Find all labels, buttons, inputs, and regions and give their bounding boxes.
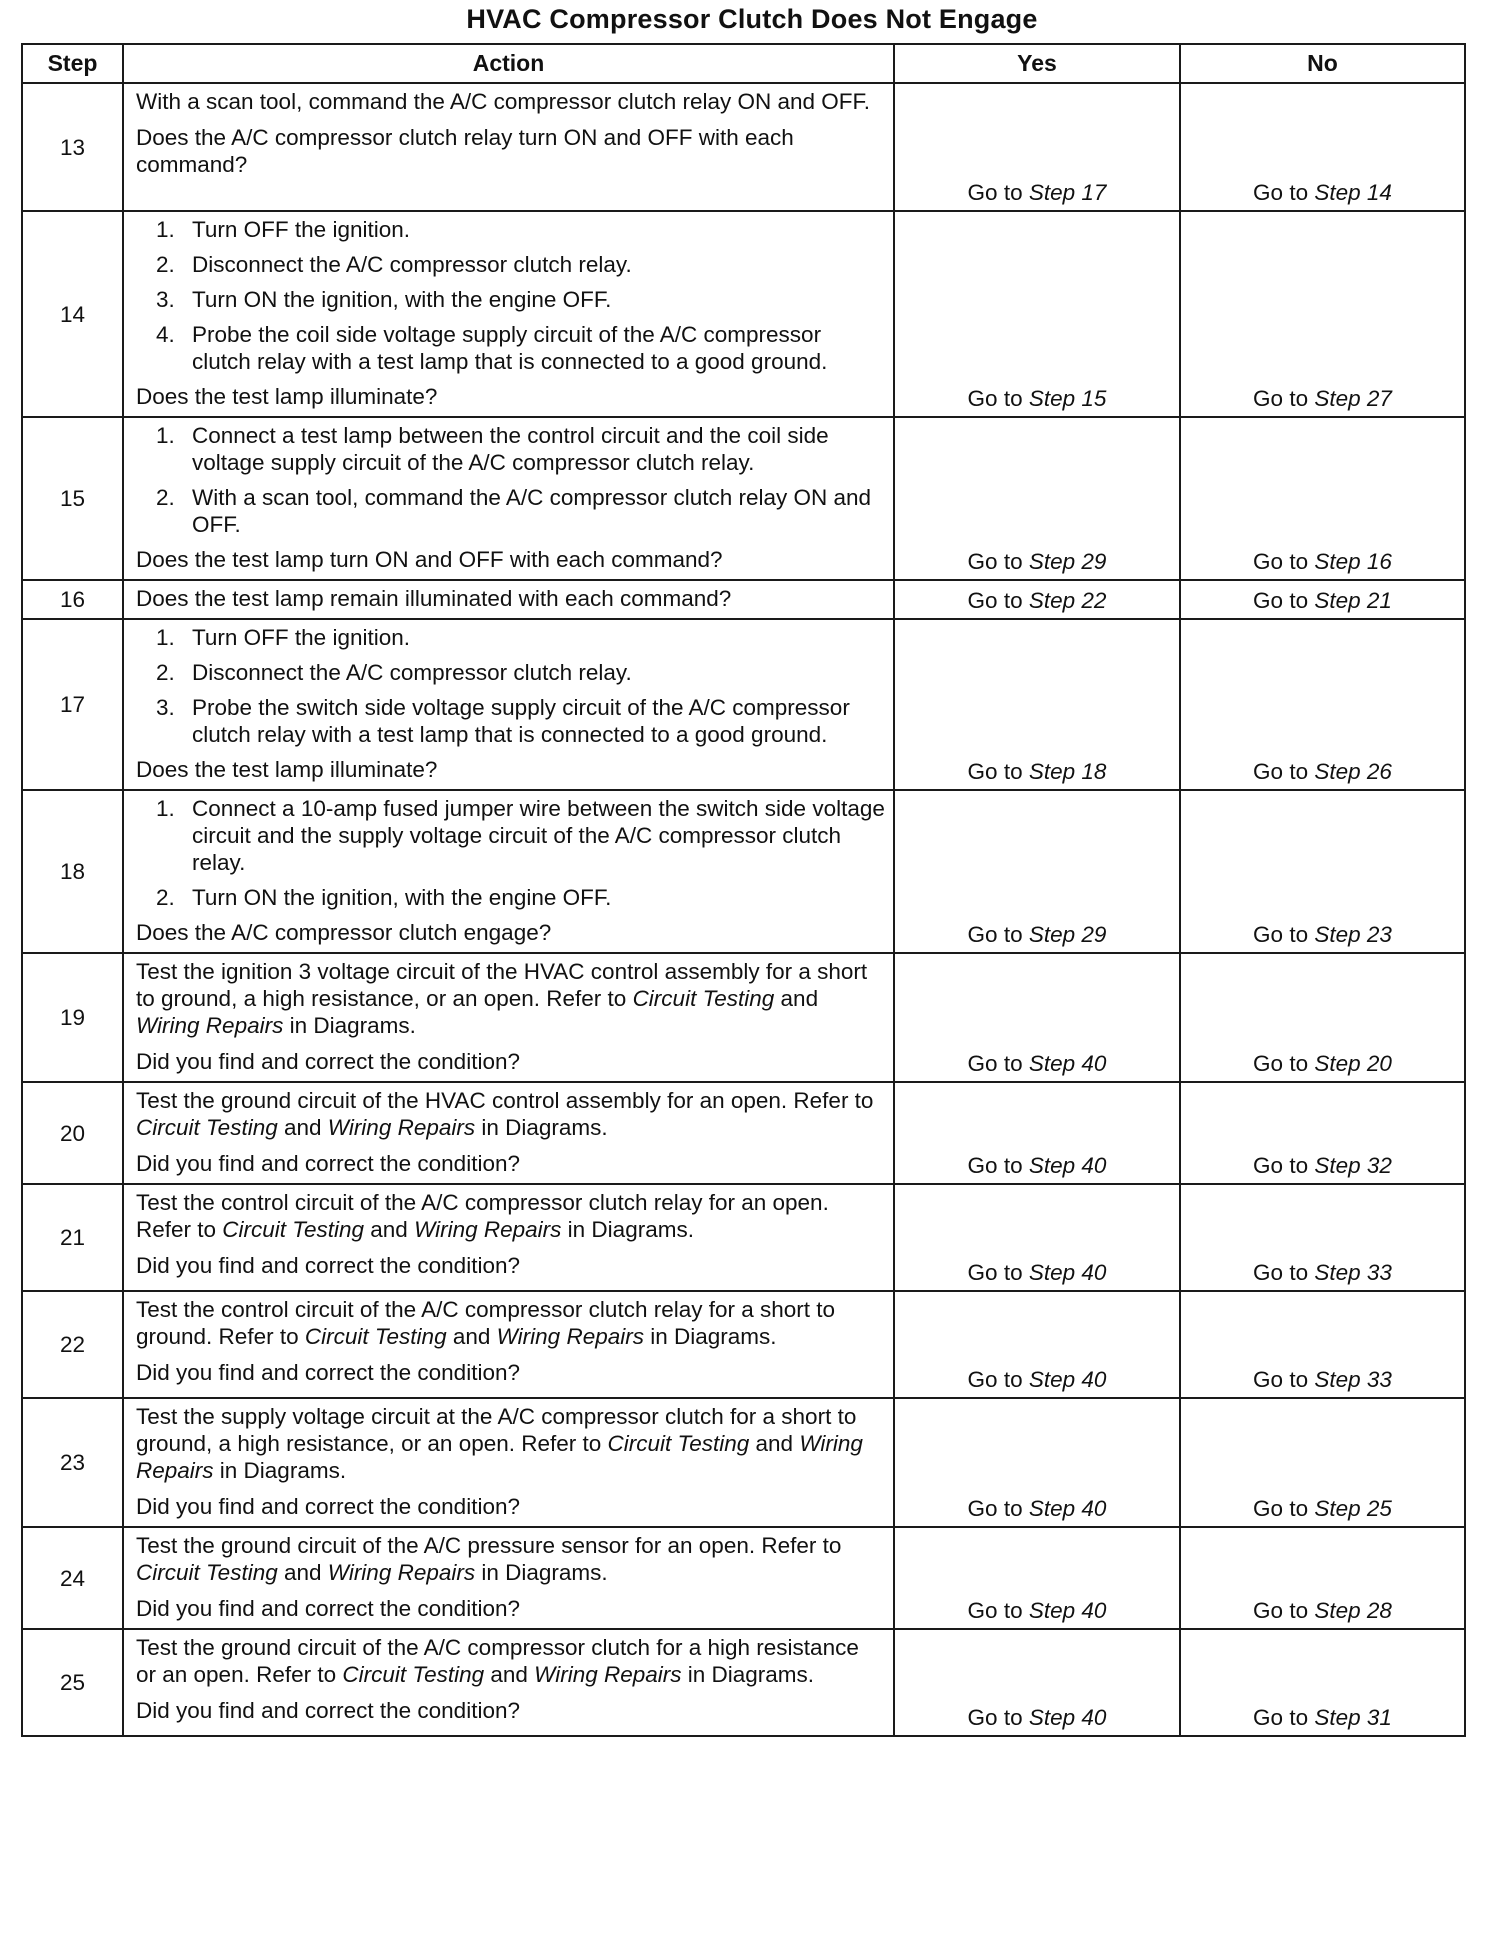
goto-step-number[interactable]: 40 [1081,1051,1107,1076]
step-number: 14 [22,211,123,417]
action-text: in Diagrams. [283,1013,416,1038]
action-text: in Diagrams. [213,1458,347,1483]
goto-text: Go to [967,1705,1023,1730]
action-cell [123,1184,894,1291]
goto-text: Go to [967,1367,1023,1392]
goto-step-number[interactable]: 40 [1081,1496,1107,1521]
action-step-text: Turn OFF the ignition. [192,625,411,650]
goto-text: Go to [967,1598,1023,1623]
step-word: Step [1314,386,1361,411]
step-word: Step [1314,1705,1361,1730]
action-question: Did you find and correct the condition? [136,1596,520,1621]
no-cell [1180,619,1465,790]
goto-step-number[interactable]: 33 [1366,1260,1392,1285]
action-text: With a scan tool, command the A/C compressor clutch relay ON and OFF. [136,89,871,114]
no-cell [1180,790,1465,953]
reference-link[interactable]: Circuit Testing [632,986,775,1011]
goto-text: Go to [967,1260,1023,1285]
table-row [22,790,1465,953]
table-row [22,953,1465,1082]
table-row [22,1291,1465,1398]
action-question: Does the A/C compressor clutch engage? [136,920,552,945]
goto-step-number[interactable]: 29 [1081,922,1107,947]
action-question: Does the test lamp turn ON and OFF with each command? [136,547,723,572]
action-text: Test the control circuit of the A/C compressor clutch relay for a short to ground. Refer to [136,1297,836,1349]
reference-link[interactable]: Wiring Repairs [136,1431,863,1483]
reference-link[interactable]: Wiring Repairs [136,1013,284,1038]
action-question: Does the test lamp remain illuminated with each command? [136,586,732,611]
step-word: Step [1028,1051,1076,1076]
table-row [22,1082,1465,1184]
action-step-item [136,216,885,243]
no-cell [1180,1398,1465,1527]
action-step-item [136,884,885,911]
action-text: Test the supply voltage circuit at the A/C compressor clutch for a short to ground, a high resistance, or an open. Refer to [136,1404,857,1456]
goto-step-number[interactable]: 28 [1366,1598,1392,1623]
table-row [22,417,1465,580]
action-cell [123,211,894,417]
goto-step-number[interactable]: 26 [1366,759,1392,784]
action-step-number: 2. [156,252,175,277]
table-row [22,1398,1465,1527]
reference-link[interactable]: Wiring Repairs [327,1560,476,1585]
step-word: Step [1028,1705,1076,1730]
action-steps-list [136,422,885,538]
yes-cell [894,1082,1180,1184]
action-step-item [136,321,885,375]
goto-step-number[interactable]: 21 [1366,588,1392,613]
header-yes: Yes [894,44,1180,83]
table-row [22,1629,1465,1736]
action-step-number: 3. [156,287,175,312]
action-cell [123,790,894,953]
action-question: Did you find and correct the condition? [136,1049,520,1074]
yes-cell [894,417,1180,580]
table-row [22,1184,1465,1291]
no-cell [1180,83,1465,211]
action-cell [123,417,894,580]
action-question: Did you find and correct the condition? [136,1494,520,1519]
goto-text: Go to [967,1051,1023,1076]
goto-text: Go to [1253,386,1309,411]
step-word: Step [1314,549,1361,574]
step-word: Step [1028,1367,1076,1392]
action-question: Did you find and correct the condition? [136,1698,520,1723]
action-question: Did you find and correct the condition? [136,1360,520,1385]
goto-step-number[interactable]: 20 [1366,1051,1392,1076]
action-step-item [136,251,885,278]
no-cell [1180,211,1465,417]
goto-step-number[interactable]: 40 [1081,1260,1107,1285]
action-step-text: With a scan tool, command the A/C compressor clutch relay ON and OFF. [192,485,872,537]
step-number: 21 [22,1184,123,1291]
action-step-number: 1. [156,625,175,650]
goto-text: Go to [967,922,1023,947]
no-cell [1180,1184,1465,1291]
goto-text: Go to [1253,1153,1309,1178]
action-text: and [774,986,819,1011]
step-word: Step [1314,1153,1361,1178]
action-step-item [136,422,885,476]
action-cell [123,1527,894,1629]
action-steps-list [136,795,885,911]
goto-text: Go to [1253,1367,1309,1392]
yes-cell [894,1398,1180,1527]
step-number: 18 [22,790,123,953]
goto-text: Go to [1253,922,1309,947]
step-number: 25 [22,1629,123,1736]
header-row [22,44,1465,83]
action-step-text: Disconnect the A/C compressor clutch relay. [192,660,632,685]
goto-step-number[interactable]: 40 [1081,1367,1107,1392]
goto-text: Go to [1253,759,1309,784]
action-text: Test the ground circuit of the A/C pressure sensor for an open. Refer to [136,1533,842,1558]
step-number: 20 [22,1082,123,1184]
action-cell [123,1398,894,1527]
action-text: in Diagrams. [475,1115,608,1140]
yes-cell [894,953,1180,1082]
action-step-number: 2. [156,885,175,910]
yes-cell [894,580,1180,619]
action-step-item [136,624,885,651]
reference-link[interactable]: Circuit Testing [304,1324,447,1349]
table-row [22,619,1465,790]
action-paragraph [136,1634,885,1688]
action-text: and [484,1662,535,1687]
action-step-item [136,659,885,686]
action-paragraph [136,1403,885,1484]
goto-text: Go to [967,1153,1023,1178]
step-word: Step [1028,1260,1076,1285]
action-paragraph [136,1296,885,1350]
action-text: and [749,1431,800,1456]
step-number: 24 [22,1527,123,1629]
action-steps-list [136,216,885,375]
goto-step-number[interactable]: 23 [1366,922,1392,947]
goto-text: Go to [967,180,1023,205]
step-word: Step [1314,759,1361,784]
step-word: Step [1314,1496,1361,1521]
header-step: Step [22,44,123,83]
step-word: Step [1028,588,1076,613]
action-cell [123,619,894,790]
action-cell [123,83,894,211]
action-step-text: Disconnect the A/C compressor clutch relay. [192,252,632,277]
action-text: Test the ignition 3 voltage circuit of the HVAC control assembly for a short to ground, a high resistance, or an open. Refer to [136,959,868,1011]
step-number: 13 [22,83,123,211]
yes-cell [894,1184,1180,1291]
goto-step-number[interactable]: 33 [1366,1367,1392,1392]
action-text: Test the ground circuit of the A/C compressor clutch for a high resistance or an open. Refer to [136,1635,859,1687]
action-step-text: Turn ON the ignition, with the engine OFF. [192,885,612,910]
step-word: Step [1314,588,1361,613]
step-word: Step [1028,549,1076,574]
step-word: Step [1314,180,1361,205]
action-paragraph [136,88,885,115]
step-number: 15 [22,417,123,580]
yes-cell [894,211,1180,417]
goto-step-number[interactable]: 40 [1081,1598,1107,1623]
goto-text: Go to [1253,1260,1309,1285]
yes-cell [894,1291,1180,1398]
action-question: Does the test lamp illuminate? [136,384,438,409]
action-step-text: Turn OFF the ignition. [192,217,411,242]
table-row [22,211,1465,417]
goto-text: Go to [967,549,1023,574]
reference-link[interactable]: Wiring Repairs [327,1115,476,1140]
step-word: Step [1028,759,1076,784]
step-word: Step [1314,1367,1361,1392]
action-step-number: 1. [156,217,175,242]
action-text: in Diagrams. [643,1324,777,1349]
no-cell [1180,1082,1465,1184]
action-cell [123,1082,894,1184]
action-paragraph [136,1532,885,1586]
step-word: Step [1028,180,1076,205]
table-row [22,1527,1465,1629]
reference-link[interactable]: Circuit Testing [607,1431,750,1456]
step-number: 17 [22,619,123,790]
table-body [22,83,1465,1736]
table-row [22,83,1465,211]
action-paragraph [136,1087,885,1141]
action-question: Does the A/C compressor clutch relay turn ON and OFF with each command? [136,125,794,177]
goto-step-number[interactable]: 17 [1081,180,1107,205]
action-question: Did you find and correct the condition? [136,1253,520,1278]
action-question: Does the test lamp illuminate? [136,757,438,782]
step-word: Step [1314,1051,1361,1076]
step-word: Step [1028,1496,1076,1521]
goto-text: Go to [1253,1598,1309,1623]
goto-text: Go to [967,588,1023,613]
step-number: 23 [22,1398,123,1527]
table-header [22,44,1465,83]
action-text: Test the control circuit of the A/C compressor clutch relay for an open. Refer to [136,1190,829,1242]
action-cell [123,580,894,619]
action-step-text: Turn ON the ignition, with the engine OFF. [192,287,612,312]
action-text: and [277,1560,328,1585]
action-step-item [136,484,885,538]
action-step-item [136,795,885,876]
action-step-text: Probe the switch side voltage supply circuit of the A/C compressor clutch relay with a test lamp that is connected to a good ground. [192,695,850,747]
goto-step-number[interactable]: 32 [1366,1153,1392,1178]
step-word: Step [1028,1598,1076,1623]
step-word: Step [1028,386,1076,411]
action-step-number: 4. [156,322,175,347]
step-word: Step [1314,1260,1361,1285]
goto-step-number[interactable]: 14 [1366,180,1392,205]
goto-text: Go to [1253,1496,1309,1521]
no-cell [1180,1291,1465,1398]
goto-step-number[interactable]: 15 [1081,386,1107,411]
goto-text: Go to [1253,588,1309,613]
yes-cell [894,83,1180,211]
goto-text: Go to [1253,549,1309,574]
no-cell [1180,580,1465,619]
action-cell [123,1291,894,1398]
yes-cell [894,1629,1180,1736]
goto-step-number[interactable]: 40 [1081,1705,1107,1730]
goto-step-number[interactable]: 18 [1081,759,1107,784]
action-paragraph [136,1189,885,1243]
yes-cell [894,1527,1180,1629]
goto-text: Go to [967,386,1023,411]
step-word: Step [1028,1153,1076,1178]
header-no: No [1180,44,1465,83]
goto-text: Go to [967,1496,1023,1521]
reference-link[interactable]: Wiring Repairs [496,1324,644,1349]
step-word: Step [1314,1598,1361,1623]
action-cell [123,953,894,1082]
goto-step-number[interactable]: 16 [1366,549,1392,574]
reference-link[interactable]: Wiring Repairs [534,1662,682,1687]
no-cell [1180,953,1465,1082]
goto-step-number[interactable]: 40 [1081,1153,1107,1178]
action-steps-list [136,624,885,748]
action-text: and [277,1115,328,1140]
no-cell [1180,1527,1465,1629]
action-step-item [136,286,885,313]
action-step-number: 3. [156,695,175,720]
yes-cell [894,619,1180,790]
step-number: 19 [22,953,123,1082]
page-title: HVAC Compressor Clutch Does Not Engage [466,4,1038,34]
action-text: in Diagrams. [475,1560,608,1585]
action-step-number: 2. [156,660,175,685]
goto-text: Go to [1253,1705,1309,1730]
reference-link[interactable]: Circuit Testing [136,1115,278,1140]
yes-cell [894,790,1180,953]
table-row [22,580,1465,619]
goto-step-number[interactable]: 29 [1081,549,1107,574]
action-paragraph [136,958,885,1039]
reference-link[interactable]: Circuit Testing [222,1217,365,1242]
action-step-item [136,694,885,748]
goto-text: Go to [1253,1051,1309,1076]
step-number: 16 [22,580,123,619]
action-step-text: Connect a 10-amp fused jumper wire between the switch side voltage circuit and the supply voltage circuit of the A/C compressor clutch relay. [192,796,885,875]
action-step-number: 1. [156,423,175,448]
goto-step-number[interactable]: 22 [1081,588,1107,613]
action-text: in Diagrams. [681,1662,815,1687]
action-step-text: Probe the coil side voltage supply circuit of the A/C compressor clutch relay with a test lamp that is connected to a good ground. [192,322,828,374]
diagnostic-table [21,43,1466,1737]
action-text: in Diagrams. [561,1217,694,1242]
goto-text: Go to [1253,180,1309,205]
goto-step-number[interactable]: 27 [1366,386,1392,411]
reference-link[interactable]: Circuit Testing [342,1662,485,1687]
no-cell [1180,417,1465,580]
goto-step-number[interactable]: 31 [1366,1705,1392,1730]
action-text: and [446,1324,497,1349]
action-cell [123,1629,894,1736]
action-text: Test the ground circuit of the HVAC control assembly for an open. Refer to [136,1088,874,1113]
reference-link[interactable]: Wiring Repairs [414,1217,562,1242]
reference-link[interactable]: Circuit Testing [136,1560,278,1585]
goto-text: Go to [967,759,1023,784]
action-step-number: 1. [156,796,175,821]
step-number: 22 [22,1291,123,1398]
step-word: Step [1028,922,1076,947]
action-step-number: 2. [156,485,175,510]
action-text: and [364,1217,415,1242]
action-question: Did you find and correct the condition? [136,1151,520,1176]
goto-step-number[interactable]: 25 [1366,1496,1392,1521]
step-word: Step [1314,922,1361,947]
header-action: Action [123,44,894,83]
action-step-text: Connect a test lamp between the control circuit and the coil side voltage supply circuit of the A/C compressor clutch relay. [192,423,829,475]
no-cell [1180,1629,1465,1736]
